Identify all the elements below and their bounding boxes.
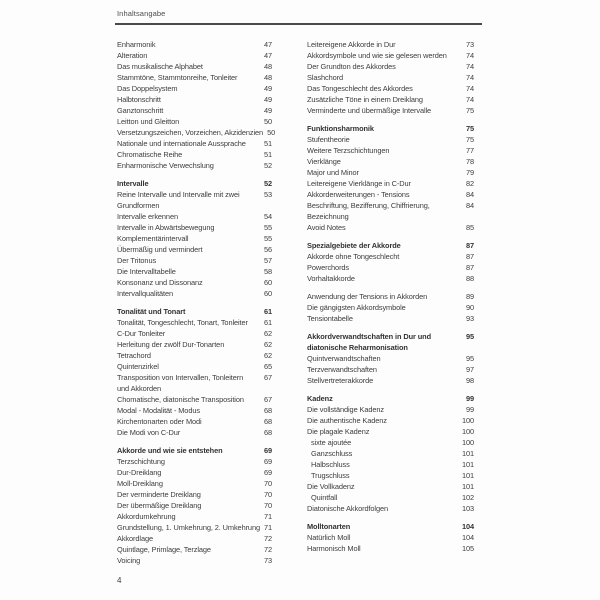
toc-entry-page-number: 55 [263, 234, 272, 243]
toc-entry-page-number: 77 [465, 146, 474, 155]
toc-section-heading [117, 178, 272, 189]
toc-entry [117, 416, 272, 427]
toc-entry [307, 39, 474, 50]
toc-entry [117, 339, 272, 350]
toc-entry-page-number: 61 [263, 307, 272, 316]
toc-columns [117, 39, 474, 566]
toc-entry-label: Enharmonik [117, 40, 156, 49]
toc-entry-label: Reine Intervalle und Intervalle mit zwei [117, 190, 240, 199]
toc-entry-label: Quintfall [311, 493, 338, 502]
toc-entry [117, 394, 272, 405]
toc-entry-label: Kirchentonarten oder Modi [117, 417, 202, 426]
toc-entry-label: Intervalle [117, 179, 149, 188]
toc-entry [117, 511, 272, 522]
toc-entry [307, 448, 474, 459]
toc-entry-page-number: 102 [461, 493, 474, 502]
toc-entry-label: Transposition von Intervallen, Tonleitern [117, 373, 244, 382]
toc-entry-page-number: 68 [263, 428, 272, 437]
toc-entry-page-number: 100 [461, 416, 474, 425]
toc-section-heading [117, 306, 272, 317]
toc-entry-label: Grundformen [117, 201, 160, 210]
toc-entry-page-number: 68 [263, 406, 272, 415]
toc-entry [117, 489, 272, 500]
toc-entry-page-number: 67 [263, 373, 272, 382]
toc-entry [117, 83, 272, 94]
toc-entry-page-number: 51 [263, 150, 272, 159]
toc-entry-label: Avoid Notes [307, 223, 346, 232]
toc-entry [307, 302, 474, 313]
toc-entry-label: Major und Minor [307, 168, 359, 177]
toc-entry-label: Chomatische, diatonische Transposition [117, 395, 244, 404]
toc-entry-page-number: 74 [465, 51, 474, 60]
toc-entry [307, 375, 474, 386]
toc-entry-page-number: 104 [461, 533, 474, 542]
toc-entry-page-number: 82 [465, 179, 474, 188]
toc-entry-page-number: 101 [461, 460, 474, 469]
toc-entry [307, 134, 474, 145]
toc-entry-page-number: 74 [465, 62, 474, 71]
toc-entry-page-number: 78 [465, 157, 474, 166]
toc-entry-label: Tensiontabelle [307, 314, 353, 323]
section-gap [117, 299, 272, 306]
toc-entry-label: Tonalität, Tongeschlecht, Tonart, Tonleiter [117, 318, 248, 327]
toc-entry-label: Stellvertreterakkorde [307, 376, 374, 385]
section-gap [117, 171, 272, 178]
toc-entry-page-number: 72 [263, 534, 272, 543]
toc-entry-label: Grundstellung, 1. Umkehrung, 2. Umkehrung [117, 523, 260, 532]
toc-entry [307, 83, 474, 94]
toc-section-heading [117, 445, 272, 456]
toc-entry-label: Molltonarten [307, 522, 351, 531]
toc-entry [117, 160, 272, 171]
toc-entry-label: Komplementärintervall [117, 234, 189, 243]
toc-entry [117, 255, 272, 266]
toc-entry-page-number: 99 [465, 405, 474, 414]
toc-entry-label: Herleitung der zwölf Dur-Tonarten [117, 340, 225, 349]
toc-entry-page-number: 62 [263, 351, 272, 360]
toc-entry-label: Beschriftung, Bezifferung, Chiffrierung, [307, 201, 430, 210]
toc-entry-label: Modal - Modalität - Modus [117, 406, 200, 415]
toc-entry-page-number: 62 [263, 329, 272, 338]
toc-entry [307, 426, 474, 437]
toc-entry [307, 156, 474, 167]
toc-entry-page-number: 52 [263, 179, 272, 188]
toc-entry [307, 262, 474, 273]
toc-entry-label: Die vollständige Kadenz [307, 405, 384, 414]
toc-entry-label: Die plagale Kadenz [307, 427, 370, 436]
toc-entry-label: Nationale und internationale Aussprache [117, 139, 246, 148]
toc-entry-page-number: 87 [465, 263, 474, 272]
toc-entry [117, 94, 272, 105]
toc-entry-page-number: 73 [465, 40, 474, 49]
toc-entry [307, 178, 474, 189]
toc-entry [117, 317, 272, 328]
toc-entry-label: Stammtöne, Stammtonreihe, Tonleiter [117, 73, 238, 82]
toc-entry-page-number: 48 [263, 62, 272, 71]
toc-entry-label: Die Modi von C-Dur [117, 428, 181, 437]
toc-entry-label: Chromatische Reihe [117, 150, 183, 159]
toc-entry-page-number: 68 [263, 417, 272, 426]
toc-entry-page-number: 74 [465, 95, 474, 104]
toc-entry [117, 266, 272, 277]
toc-entry-page-number: 93 [465, 314, 474, 323]
toc-entry-page-number: 87 [465, 252, 474, 261]
toc-entry-label: Die gängigsten Akkordsymbole [307, 303, 406, 312]
toc-continuation-line [117, 383, 272, 394]
toc-entry-label: Akkorde ohne Tongeschlecht [307, 252, 400, 261]
toc-entry-label: Verminderte und übermäßige Intervalle [307, 106, 432, 115]
toc-entry [117, 149, 272, 160]
toc-entry-page-number: 100 [461, 427, 474, 436]
toc-entry-label: Halbtonschritt [117, 95, 161, 104]
toc-entry-label: Der übermäßige Dreiklang [117, 501, 202, 510]
toc-entry-label: Enharmonische Verwechslung [117, 161, 214, 170]
toc-entry [307, 459, 474, 470]
toc-entry-label: Tonalität und Tonart [117, 307, 186, 316]
toc-entry-label: Akkordsymbole und wie sie gelesen werden [307, 51, 447, 60]
toc-entry-label: Ganzschluss [311, 449, 353, 458]
toc-entry-page-number: 51 [263, 139, 272, 148]
toc-entry-label: Leitereigene Vierklänge in C-Dur [307, 179, 411, 188]
toc-entry-label: Das Doppelsystem [117, 84, 178, 93]
toc-entry-label: Weitere Terzschichtungen [307, 146, 390, 155]
toc-entry-label: Akkordumkehrung [117, 512, 176, 521]
toc-entry [307, 415, 474, 426]
toc-entry-page-number: 53 [263, 190, 272, 199]
toc-entry-label: Ganztonschritt [117, 106, 164, 115]
toc-entry-page-number: 70 [263, 479, 272, 488]
toc-entry-label: Quintlage, Primlage, Terzlage [117, 545, 211, 554]
toc-entry [117, 116, 272, 127]
toc-entry [117, 456, 272, 467]
toc-entry-label: Der verminderte Dreiklang [117, 490, 201, 499]
toc-entry-label: Zusätzliche Töne in einem Dreiklang [307, 95, 423, 104]
toc-entry-page-number: 95 [465, 332, 474, 341]
toc-entry-label: Das Tongeschlecht des Akkordes [307, 84, 413, 93]
toc-entry [307, 313, 474, 324]
toc-entry-label: Akkorde und wie sie entstehen [117, 446, 223, 455]
section-gap [307, 284, 474, 291]
section-gap [117, 438, 272, 445]
toc-entry-label: Intervallqualitäten [117, 289, 174, 298]
toc-entry [307, 94, 474, 105]
toc-entry-page-number: 74 [465, 73, 474, 82]
toc-entry [117, 522, 272, 533]
toc-entry [117, 361, 272, 372]
toc-entry-label: C-Dur Tonleiter [117, 329, 166, 338]
toc-entry [307, 532, 474, 543]
toc-entry [307, 503, 474, 514]
toc-entry-label: Akkordlage [117, 534, 153, 543]
toc-entry-label: Der Grundton des Akkordes [307, 62, 396, 71]
toc-entry-label: Bezeichnung [307, 212, 349, 221]
toc-entry-page-number: 69 [263, 457, 272, 466]
toc-entry-label: Intervalle in Abwärtsbewegung [117, 223, 215, 232]
toc-entry-page-number: 61 [263, 318, 272, 327]
toc-entry-page-number: 103 [461, 504, 474, 513]
toc-entry [117, 50, 272, 61]
toc-entry [117, 138, 272, 149]
toc-entry-label: Die authentische Kadenz [307, 416, 387, 425]
toc-entry-page-number: 104 [461, 522, 474, 531]
toc-entry [117, 233, 272, 244]
toc-entry-label: Die Vollkadenz [307, 482, 355, 491]
toc-column-left [117, 39, 276, 566]
toc-entry [117, 328, 272, 339]
toc-entry [117, 222, 272, 233]
toc-entry-page-number: 57 [263, 256, 272, 265]
toc-entry [117, 478, 272, 489]
toc-entry-label: Kadenz [307, 394, 333, 403]
toc-entry-page-number: 85 [465, 223, 474, 232]
toc-entry-page-number: 71 [263, 523, 272, 532]
toc-entry-page-number: 71 [263, 512, 272, 521]
toc-entry-label: Harmonisch Moll [307, 544, 361, 553]
toc-entry-page-number: 65 [263, 362, 272, 371]
toc-entry [307, 167, 474, 178]
toc-continuation-line [117, 200, 272, 211]
toc-entry-label: Der Tritonus [117, 256, 157, 265]
toc-entry-page-number: 101 [461, 449, 474, 458]
toc-entry [307, 200, 474, 211]
toc-entry-page-number: 49 [263, 95, 272, 104]
toc-section-heading [307, 393, 474, 404]
toc-entry-page-number: 87 [465, 241, 474, 250]
toc-entry-page-number: 58 [263, 267, 272, 276]
toc-entry-label: Terzverwandtschaften [307, 365, 377, 374]
toc-section-heading [307, 521, 474, 532]
toc-entry-label: Intervalle erkennen [117, 212, 178, 221]
toc-entry [307, 437, 474, 448]
toc-entry-page-number: 60 [263, 289, 272, 298]
toc-entry [307, 291, 474, 302]
toc-entry [307, 251, 474, 262]
toc-entry-page-number: 75 [465, 106, 474, 115]
toc-continuation-line [307, 211, 474, 222]
toc-entry-page-number: 49 [263, 84, 272, 93]
toc-entry-label: Übermäßig und vermindert [117, 245, 203, 254]
section-gap [307, 386, 474, 393]
toc-entry-page-number: 69 [263, 446, 272, 455]
toc-entry-page-number: 105 [461, 544, 474, 553]
toc-entry-page-number: 67 [263, 395, 272, 404]
toc-entry-page-number: 100 [461, 438, 474, 447]
toc-entry-page-number: 90 [465, 303, 474, 312]
toc-entry [307, 364, 474, 375]
toc-entry [117, 211, 272, 222]
toc-entry [117, 533, 272, 544]
toc-entry [307, 353, 474, 364]
toc-entry-page-number: 84 [465, 190, 474, 199]
toc-entry-page-number: 88 [465, 274, 474, 283]
toc-entry [117, 277, 272, 288]
toc-entry [117, 555, 272, 566]
toc-entry-page-number: 99 [465, 394, 474, 403]
toc-entry-page-number: 72 [263, 545, 272, 554]
section-gap [307, 233, 474, 240]
toc-entry-label: diatonische Reharmonisation [307, 343, 408, 352]
toc-entry-page-number: 89 [465, 292, 474, 301]
toc-entry [117, 544, 272, 555]
toc-entry-page-number: 95 [465, 354, 474, 363]
toc-entry-label: Diatonische Akkordfolgen [307, 504, 389, 513]
running-header: Inhaltsangabe [117, 9, 166, 18]
toc-entry [117, 405, 272, 416]
toc-entry-page-number: 47 [263, 40, 272, 49]
toc-entry-label: Akkordverwandtschaften in Dur und [307, 332, 432, 341]
toc-entry [117, 500, 272, 511]
toc-column-right [307, 39, 474, 566]
toc-entry-label: Konsonanz und Dissonanz [117, 278, 203, 287]
toc-entry-label: Alteration [117, 51, 148, 60]
toc-section-heading [307, 240, 474, 251]
toc-entry-page-number: 47 [263, 51, 272, 60]
toc-entry-label: Leitereigene Akkorde in Dur [307, 40, 396, 49]
toc-entry-label: Quintenzirkel [117, 362, 159, 371]
toc-entry [307, 481, 474, 492]
toc-entry-label: Die Intervalltabelle [117, 267, 176, 276]
toc-entry [117, 61, 272, 72]
toc-entry-page-number: 70 [263, 501, 272, 510]
toc-entry [307, 273, 474, 284]
toc-entry-label: Powerchords [307, 263, 350, 272]
toc-entry-label: Vierklänge [307, 157, 341, 166]
toc-entry-page-number: 54 [263, 212, 272, 221]
toc-entry [307, 189, 474, 200]
toc-entry-page-number: 97 [465, 365, 474, 374]
toc-entry-page-number: 60 [263, 278, 272, 287]
toc-entry-page-number: 62 [263, 340, 272, 349]
toc-entry-page-number: 50 [267, 128, 276, 137]
toc-entry [117, 372, 272, 383]
toc-entry-page-number: 84 [465, 201, 474, 210]
toc-entry-label: Funktionsharmonik [307, 124, 374, 133]
toc-entry-page-number: 69 [263, 468, 272, 477]
toc-entry-page-number: 98 [465, 376, 474, 385]
toc-entry [117, 189, 272, 200]
toc-entry-page-number: 74 [465, 84, 474, 93]
toc-entry-page-number: 50 [263, 117, 272, 126]
toc-entry-label: Natürlich Moll [307, 533, 351, 542]
toc-entry-label: Quintverwandtschaften [307, 354, 381, 363]
toc-entry-page-number: 75 [465, 124, 474, 133]
toc-entry [307, 50, 474, 61]
toc-entry-label: Das musikalische Alphabet [117, 62, 203, 71]
toc-entry-label: und Akkorden [117, 384, 161, 393]
toc-entry [307, 470, 474, 481]
toc-entry-label: Leitton und Gleitton [117, 117, 180, 126]
section-gap [307, 116, 474, 123]
toc-entry [307, 543, 474, 554]
toc-entry-page-number: 75 [465, 135, 474, 144]
toc-section-heading [307, 342, 474, 353]
toc-entry [117, 105, 272, 116]
toc-entry-page-number: 48 [263, 73, 272, 82]
toc-entry [117, 244, 272, 255]
toc-section-heading [307, 123, 474, 134]
toc-entry-label: Slashchord [307, 73, 343, 82]
toc-entry-label: Stufentheorie [307, 135, 350, 144]
toc-entry [117, 127, 276, 138]
toc-entry-page-number: 55 [263, 223, 272, 232]
toc-entry [307, 404, 474, 415]
toc-entry-label: Moll-Dreiklang [117, 479, 163, 488]
toc-entry-label: Dur-Dreiklang [117, 468, 162, 477]
toc-entry-label: Versetzungszeichen, Vorzeichen, Akzidenzien [117, 128, 264, 137]
toc-entry-page-number: 52 [263, 161, 272, 170]
toc-entry-label: Akkorderweiterungen - Tensions [307, 190, 410, 199]
toc-entry-page-number: 70 [263, 490, 272, 499]
section-gap [307, 514, 474, 521]
toc-entry [117, 427, 272, 438]
toc-entry [117, 72, 272, 83]
header-rule [115, 23, 482, 25]
toc-entry [307, 492, 474, 503]
section-gap [307, 324, 474, 331]
toc-entry-label: Halbschluss [311, 460, 350, 469]
toc-entry [307, 72, 474, 83]
toc-section-heading [307, 331, 474, 342]
toc-entry [117, 350, 272, 361]
toc-entry-label: Anwendung der Tensions in Akkorden [307, 292, 428, 301]
toc-entry [307, 145, 474, 156]
toc-entry [117, 467, 272, 478]
toc-entry-page-number: 56 [263, 245, 272, 254]
toc-entry-label: Spezialgebiete der Akkorde [307, 241, 401, 250]
toc-entry-label: sixte ajoutée [311, 438, 352, 447]
toc-entry-label: Trugschluss [311, 471, 350, 480]
toc-entry-page-number: 101 [461, 482, 474, 491]
toc-entry-label: Voicing [117, 556, 141, 565]
toc-entry [307, 105, 474, 116]
toc-entry-label: Terzschichtung [117, 457, 165, 466]
toc-entry [117, 39, 272, 50]
toc-entry-page-number: 73 [263, 556, 272, 565]
toc-entry-page-number: 79 [465, 168, 474, 177]
toc-entry-page-number: 49 [263, 106, 272, 115]
page-number: 4 [117, 576, 122, 585]
toc-entry-page-number: 101 [461, 471, 474, 480]
toc-entry-label: Vorhaltakkorde [307, 274, 355, 283]
toc-entry [307, 61, 474, 72]
toc-entry-label: Tetrachord [117, 351, 151, 360]
toc-entry [307, 222, 474, 233]
toc-entry [117, 288, 272, 299]
